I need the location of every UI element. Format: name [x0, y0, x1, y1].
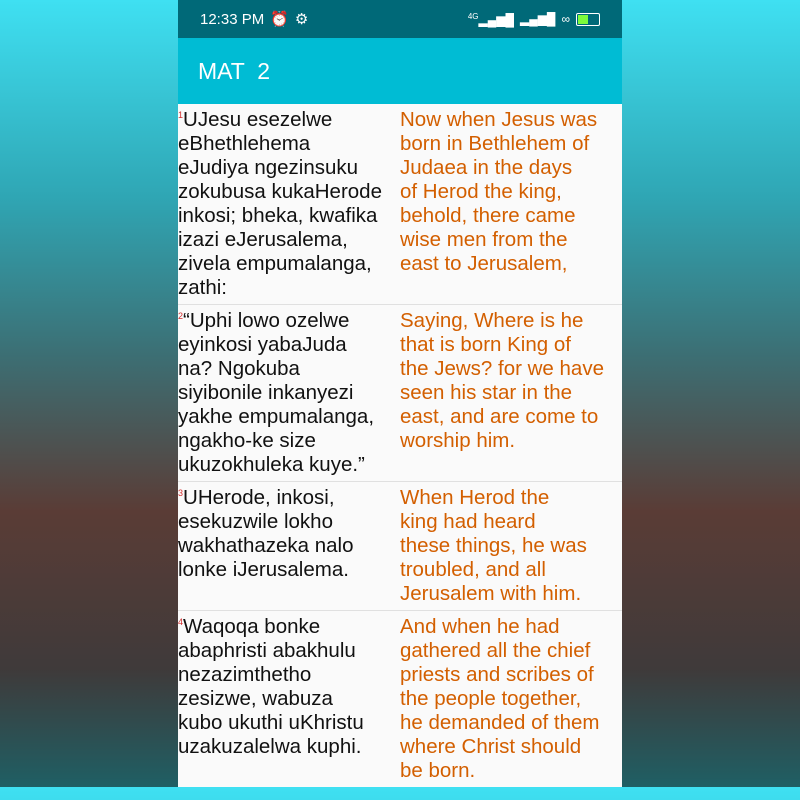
- verse-line-text: east to Jerusalem,: [400, 252, 568, 275]
- verse-line-text: siyibonile inkanyezi: [178, 381, 354, 404]
- verse-line: [400, 333, 622, 357]
- battery-charging-icon: [576, 13, 600, 26]
- verse-line: [178, 558, 400, 582]
- verse-line: [178, 180, 400, 204]
- verse-line-text: UJesu esezelwe: [183, 108, 333, 131]
- verse-line: [400, 582, 622, 606]
- verse-line-text: kubo ukuthi uKhristu: [178, 711, 364, 734]
- verse-line: [178, 510, 400, 534]
- verse-line-text: of Herod the king,: [400, 180, 562, 203]
- verse-list[interactable]: [178, 104, 622, 787]
- verse-line-text: Judaea in the days: [400, 156, 573, 179]
- verse-line-text: zivela empumalanga,: [178, 252, 372, 275]
- verse-line: [178, 639, 400, 663]
- verse-line-text: And when he had: [400, 615, 560, 638]
- verse-line-text: worship him.: [400, 429, 516, 452]
- zulu-verse-text: [178, 615, 400, 783]
- verse-line-text: born in Bethlehem of: [400, 132, 590, 155]
- verse-line-text: lonke iJerusalema.: [178, 558, 349, 581]
- verse-line: [400, 252, 622, 276]
- verse-line-text: Waqoqa bonke: [183, 615, 321, 638]
- verse-line-text: esekuzwile lokho: [178, 510, 333, 533]
- verse-line: [178, 405, 400, 429]
- verse-row[interactable]: [178, 104, 622, 305]
- verse-number: 2: [178, 311, 184, 321]
- verse-line: [400, 228, 622, 252]
- verse-line: [400, 309, 622, 333]
- verse-line: [178, 663, 400, 687]
- verse-line-text: eJudiya ngezinsuku: [178, 156, 359, 179]
- app-bar: [178, 38, 622, 104]
- verse-line: [178, 108, 400, 132]
- verse-row[interactable]: [178, 305, 622, 482]
- verse-line-text: izazi eJerusalema,: [178, 228, 348, 251]
- verse-line: [178, 711, 400, 735]
- verse-line-text: the Jews? for we have: [400, 357, 604, 380]
- verse-row[interactable]: [178, 482, 622, 611]
- verse-line: [178, 204, 400, 228]
- english-verse-text: [400, 108, 622, 300]
- hotspot-icon: ∞: [561, 12, 570, 26]
- verse-line: [400, 639, 622, 663]
- verse-line-text: eyinkosi yabaJuda: [178, 333, 347, 356]
- verse-line-text: uzakuzalelwa kuphi.: [178, 735, 362, 758]
- verse-line: [400, 204, 622, 228]
- verse-line: [178, 132, 400, 156]
- phone-screen: [178, 0, 622, 787]
- verse-line: [400, 534, 622, 558]
- verse-line-text: na? Ngokuba: [178, 357, 300, 380]
- verse-line-text: ngakho-ke size: [178, 429, 316, 452]
- verse-line-text: zathi:: [178, 276, 227, 299]
- verse-line: [400, 615, 622, 639]
- verse-line: [400, 429, 622, 453]
- verse-number: 1: [178, 110, 184, 120]
- verse-line: [400, 687, 622, 711]
- verse-line-text: that is born King of: [400, 333, 571, 356]
- verse-line: [178, 486, 400, 510]
- alarm-icon: ⏰: [270, 11, 289, 28]
- zulu-verse-text: [178, 309, 400, 477]
- verse-number: 3: [178, 488, 184, 498]
- verse-line: [178, 687, 400, 711]
- gear-icon: ⚙: [294, 11, 309, 28]
- verse-line-text: wise men from the: [400, 228, 568, 251]
- verse-line: [178, 615, 400, 639]
- verse-line-text: Saying, Where is he: [400, 309, 584, 332]
- status-time: 12:33 PM: [200, 10, 265, 28]
- verse-line: [178, 333, 400, 357]
- verse-line: [178, 276, 400, 300]
- status-bar: [178, 0, 622, 38]
- verse-number: 4: [178, 617, 184, 627]
- verse-line-text: zokubusa kukaHerode: [178, 180, 382, 203]
- verse-line: [400, 711, 622, 735]
- 4g-signal-icon: $^{4G}$▂▄▆█: [467, 11, 514, 27]
- verse-line: [178, 357, 400, 381]
- verse-line: [178, 735, 400, 759]
- verse-line: [178, 228, 400, 252]
- verse-line-text: behold, there came: [400, 204, 576, 227]
- verse-line: [400, 108, 622, 132]
- verse-line: [400, 132, 622, 156]
- verse-line: [400, 558, 622, 582]
- verse-line-text: When Herod the: [400, 486, 550, 509]
- verse-line: [178, 252, 400, 276]
- verse-line-text: nezazimthetho: [178, 663, 312, 686]
- verse-line: [400, 486, 622, 510]
- verse-line-text: the people together,: [400, 687, 582, 710]
- verse-line-text: troubled, and all: [400, 558, 546, 581]
- verse-line-text: gathered all the chief: [400, 639, 591, 662]
- verse-line: [178, 156, 400, 180]
- verse-line: [178, 453, 400, 477]
- verse-line-text: Jerusalem with him.: [400, 582, 582, 605]
- verse-line-text: these things, he was: [400, 534, 587, 557]
- verse-line-text: where Christ should: [400, 735, 582, 758]
- verse-line: [400, 405, 622, 429]
- verse-line-text: zesizwe, wabuza: [178, 687, 333, 710]
- zulu-verse-text: [178, 486, 400, 606]
- verse-line-text: he demanded of them: [400, 711, 600, 734]
- verse-line-text: priests and scribes of: [400, 663, 594, 686]
- verse-line-text: “Uphi lowo ozelwe: [183, 309, 350, 332]
- verse-line-text: east, and are come to: [400, 405, 599, 428]
- verse-line-text: UHerode, inkosi,: [183, 486, 335, 509]
- verse-line: [400, 180, 622, 204]
- english-verse-text: [400, 486, 622, 606]
- verse-line: [400, 735, 622, 759]
- verse-line-text: inkosi; bheka, kwafika: [178, 204, 378, 227]
- verse-row[interactable]: [178, 611, 622, 787]
- verse-line: [178, 429, 400, 453]
- english-verse-text: [400, 615, 622, 783]
- verse-line-text: eBhethlehema: [178, 132, 311, 155]
- signal-icon: ▂▄▆█: [519, 12, 556, 26]
- verse-line-text: ukuzokhuleka kuye.”: [178, 453, 365, 476]
- verse-line: [400, 759, 622, 783]
- english-verse-text: [400, 309, 622, 477]
- verse-line-text: abaphristi abakhulu: [178, 639, 356, 662]
- verse-line-text: wakhathazeka nalo: [178, 534, 354, 557]
- verse-line: [178, 534, 400, 558]
- page-title: MAT 2: [198, 57, 270, 84]
- verse-line: [178, 381, 400, 405]
- verse-line-text: yakhe empumalanga,: [178, 405, 375, 428]
- verse-line: [400, 510, 622, 534]
- verse-line: [400, 156, 622, 180]
- verse-line: [400, 357, 622, 381]
- verse-line-text: seen his star in the: [400, 381, 573, 404]
- verse-line-text: king had heard: [400, 510, 536, 533]
- verse-line: [400, 663, 622, 687]
- zulu-verse-text: [178, 108, 400, 300]
- verse-line-text: be born.: [400, 759, 476, 782]
- verse-line-text: Now when Jesus was: [400, 108, 598, 131]
- verse-line: [400, 381, 622, 405]
- verse-line: [178, 309, 400, 333]
